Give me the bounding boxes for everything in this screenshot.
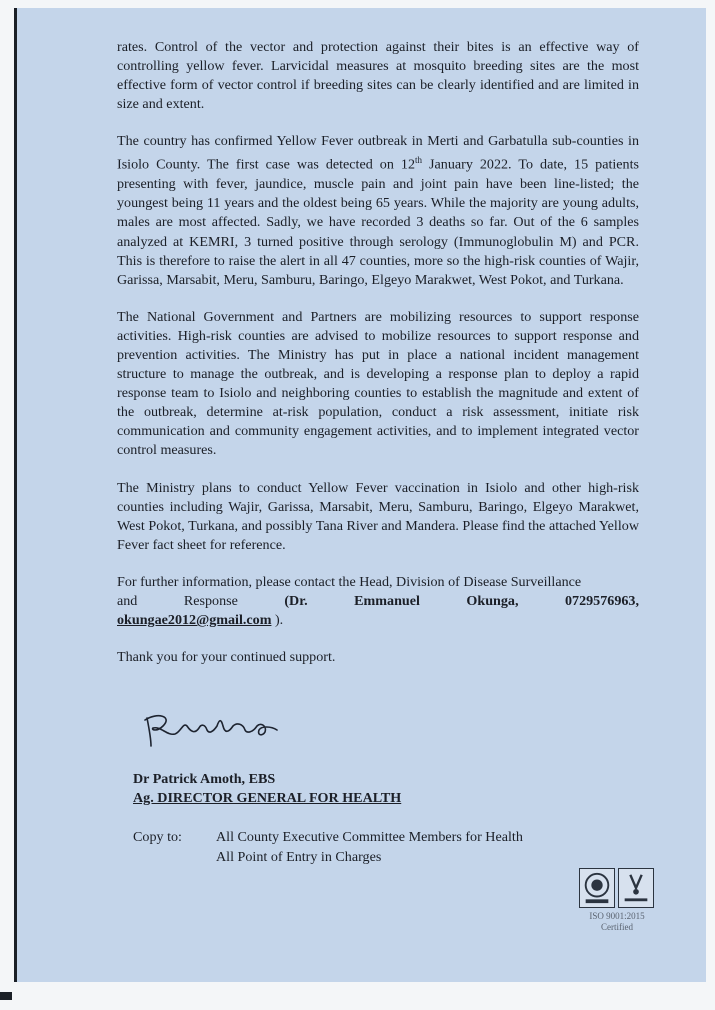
iso-certified: Certified <box>601 922 633 932</box>
handwritten-signature <box>139 708 289 750</box>
contact-name: Emmanuel <box>354 593 420 610</box>
paragraph-outbreak <box>117 132 639 289</box>
copy-recipient: All Point of Entry in Charges <box>216 849 382 865</box>
sgs-logo-icon <box>579 868 615 908</box>
page-edge-mark <box>0 992 12 1000</box>
contact-line-1: For further information, please contact the Head, Division of Disease Surveillance <box>117 573 582 590</box>
iso-certification-text <box>577 911 657 933</box>
outbreak-text-b: January 2022. To date, 15 patients presenting with fever, jaundice, muscle pain and joint pain have been line-listed; the youngest being 11 years and the oldest being 65 years. While the majority are young adults, males are most affected. Sadly, we have recorded 3 deaths so far. Out of the 6 samples analyzed at KEMRI, 3 turned positive through serology (Immunoglobulin M) and PCR. This is therefore to raise the alert in all 47 counties, more so the high-risk counties of Wajir, Garissa, Marsabit, Meru, Samburu, Baringo, Elgeyo Marakwet, West Pokot, and Turkana. <box>117 157 639 288</box>
contact-word: Response <box>183 593 238 610</box>
contact-phone: 0729576963, <box>564 593 639 610</box>
copy-recipient: All County Executive Committee Members for Health <box>216 829 523 845</box>
signer-title: Ag. DIRECTOR GENERAL FOR HEALTH <box>133 790 402 806</box>
contact-line-3 <box>117 611 639 630</box>
signer-name: Dr Patrick Amoth, EBS <box>133 771 276 787</box>
certification-logos <box>579 868 655 908</box>
letter-body <box>117 38 639 685</box>
copy-to-block <box>133 827 523 867</box>
contact-block <box>117 573 639 630</box>
copy-recipients <box>216 827 523 867</box>
paragraph-vaccination: The Ministry plans to conduct Yellow Fever vaccination in Isiolo and other high-risk counties including Wajir, Garissa, Marsabit, Meru, Samburu, Baringo, Elgeyo Marakwet, West Pokot, Turkana, and possibly Tana River and Mandera. Please find the attached Yellow Fever fact sheet for reference. <box>117 479 639 553</box>
paragraph-vector-control: rates. Control of the vector and protection against their bites is an effective way of controlling yellow fever. Larvicidal measures at mosquito breeding sites are the most effective form of vector control if breeding sites can be clearly identified and are limited in size and extent. <box>117 39 639 113</box>
contact-close: ). <box>271 612 284 629</box>
closing-thanks: Thank you for your continued support. <box>117 649 336 666</box>
paragraph-response: The National Government and Partners are mobilizing resources to support response activities. High-risk counties are advised to mobilize resources to support response and prevention activities. The Ministry has put in place a national incident management structure to manage the outbreak, and is developing a response plan to deploy a rapid response team to Isiolo and neighboring counties to establish the magnitude and extent of the outbreak, determine at-risk population, conduct a risk assessment, initiate risk communication and community engagement activities, and to implement integrated vector control measures. <box>117 308 639 459</box>
copy-to-label: Copy to: <box>133 829 182 845</box>
contact-word: (Dr. <box>284 593 308 610</box>
iso-standard: ISO 9001:2015 <box>589 911 645 921</box>
ukas-logo-icon <box>618 868 654 908</box>
outbreak-text-a: The country has confirmed Yellow Fever outbreak in Merti and Garbatulla sub-counties in Isiolo County. The first case was detected on 12 <box>117 133 639 174</box>
contact-surname: Okunga, <box>466 593 519 610</box>
contact-word: and <box>117 593 138 610</box>
letter-page <box>14 8 706 982</box>
contact-line-2 <box>117 592 639 611</box>
contact-email-link[interactable]: okungae2012@gmail.com <box>117 612 272 629</box>
ordinal-suffix: th <box>415 155 423 166</box>
signer-block <box>133 770 401 808</box>
